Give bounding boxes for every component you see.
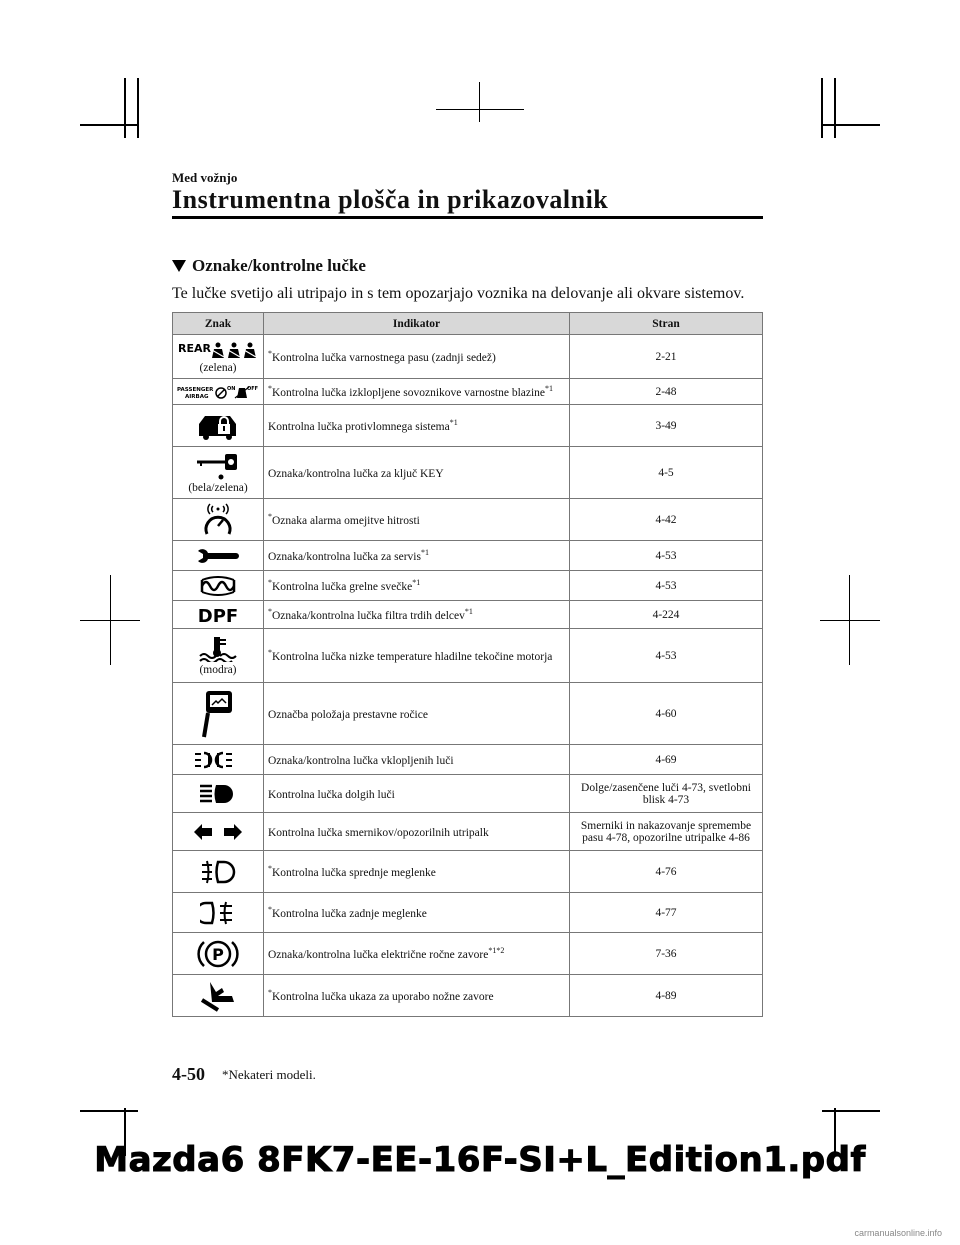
dpf-icon	[194, 605, 242, 625]
glow-plug-icon	[198, 576, 238, 596]
col-header-page: Stran	[570, 313, 763, 335]
crop-mark	[80, 1110, 138, 1112]
table-row	[173, 975, 763, 1017]
table-row	[173, 775, 763, 813]
crop-mark	[80, 620, 140, 621]
low-coolant-temp-icon	[198, 636, 238, 662]
crop-mark	[822, 1110, 880, 1112]
triangle-icon	[172, 260, 186, 272]
symbol-cell	[173, 775, 264, 813]
symbol-cell	[173, 447, 264, 499]
subheading	[172, 256, 366, 276]
symbol-cell	[173, 683, 264, 745]
indicator-cell: Oznaka/kontrolna lučka vklopljenih luči	[264, 745, 570, 775]
speed-alarm-icon	[201, 503, 235, 537]
symbol-cell	[173, 975, 264, 1017]
table-row	[173, 813, 763, 851]
page-cell: 4-53	[570, 541, 763, 571]
col-header-indicator: Indikator	[264, 313, 570, 335]
table-header-row	[173, 313, 763, 335]
indicator-cell: *Kontrolna lučka ukaza za uporabo nožne zavore	[264, 975, 570, 1017]
indicator-cell: *Kontrolna lučka izklopljene sovoznikove varnostne blazine$^{*1}$	[264, 379, 570, 405]
table-row	[173, 335, 763, 379]
table-row	[173, 683, 763, 745]
section-label: Med vožnjo	[172, 170, 238, 185]
indicator-cell: Kontrolna lučka dolgih luči	[264, 775, 570, 813]
immobilizer-icon	[196, 412, 240, 440]
foot-brake-icon	[198, 980, 238, 1012]
wrench-icon	[196, 548, 240, 564]
parking-brake-icon	[196, 938, 240, 970]
symbol-cell	[173, 335, 264, 379]
page-cell: 4-5	[570, 447, 763, 499]
watermark: carmanualsonline.info	[854, 1228, 942, 1238]
page-number: 4-50	[172, 1064, 205, 1084]
page-cell: 4-53	[570, 629, 763, 683]
symbol-cell	[173, 379, 264, 405]
crop-mark	[479, 82, 480, 122]
indicator-cell: *Kontrolna lučka sprednje meglenke	[264, 851, 570, 893]
page-title: Instrumentna plošča in prikazovalnik	[172, 185, 609, 214]
passenger-airbag-off-icon	[177, 384, 259, 400]
turn-signal-icon	[192, 822, 244, 842]
page-cell: Dolge/zasenčene luči 4-73, svetlobni blisk 4-73	[570, 775, 763, 813]
table-row	[173, 499, 763, 541]
indicator-cell: Oznaka/kontrolna lučka električne ročne zavore$^{*1*2}$	[264, 933, 570, 975]
svg-text:P: P	[212, 944, 224, 964]
crop-mark	[834, 78, 836, 138]
symbol-cell	[173, 851, 264, 893]
lights-on-icon	[193, 750, 243, 770]
high-beam-icon	[198, 783, 238, 805]
crop-mark	[124, 78, 126, 138]
symbol-caption: (modra)	[199, 663, 237, 676]
footnote: *Nekateri modeli.	[222, 1067, 316, 1082]
indicator-cell: Oznaka/kontrolna lučka za ključ KEY	[264, 447, 570, 499]
table-row	[173, 629, 763, 683]
indicator-table	[172, 312, 763, 1017]
table-row	[173, 601, 763, 629]
crop-mark	[820, 620, 880, 621]
intro-text: Te lučke svetijo ali utripajo in s tem opozarjajo voznika na delovanje ali okvare sistemov.	[172, 285, 745, 302]
crop-mark	[137, 78, 139, 138]
indicator-cell: *Kontrolna lučka nizke temperature hladilne tekočine motorja	[264, 629, 570, 683]
rear-fog-icon	[200, 900, 236, 926]
page-cell: 2-48	[570, 379, 763, 405]
table-row	[173, 571, 763, 601]
symbol-caption: (bela/zelena)	[188, 481, 248, 494]
indicator-cell: *Kontrolna lučka zadnje meglenke	[264, 893, 570, 933]
table-row	[173, 541, 763, 571]
indicator-cell: Označba položaja prestavne ročice	[264, 683, 570, 745]
col-header-symbol: Znak	[173, 313, 264, 335]
page-cell: 4-53	[570, 571, 763, 601]
symbol-cell	[173, 601, 264, 629]
page-cell: 4-76	[570, 851, 763, 893]
symbol-caption: (zelena)	[199, 361, 237, 374]
page-cell: 4-89	[570, 975, 763, 1017]
indicator-cell: *Oznaka alarma omejitve hitrosti	[264, 499, 570, 541]
symbol-cell	[173, 499, 264, 541]
svg-text:DPF: DPF	[197, 605, 239, 625]
page-cell: 4-42	[570, 499, 763, 541]
rear-seatbelt-icon	[178, 340, 258, 360]
symbol-cell	[173, 745, 264, 775]
page-cell: 7-36	[570, 933, 763, 975]
indicator-cell: Oznaka/kontrolna lučka za servis$^{*1}$	[264, 541, 570, 571]
symbol-cell	[173, 541, 264, 571]
table-row	[173, 893, 763, 933]
symbol-cell	[173, 893, 264, 933]
table-row	[173, 447, 763, 499]
table-row	[173, 933, 763, 975]
page-cell: 4-60	[570, 683, 763, 745]
shift-position-icon	[198, 689, 238, 739]
key-icon	[195, 452, 241, 480]
title-rule	[172, 216, 763, 219]
front-fog-icon	[200, 859, 236, 885]
page-cell: 3-49	[570, 405, 763, 447]
table-row	[173, 405, 763, 447]
table-row	[173, 379, 763, 405]
svg-text:ON: ON	[227, 385, 236, 392]
indicator-cell: *Kontrolna lučka grelne svečke$^{*1}$	[264, 571, 570, 601]
table-row	[173, 745, 763, 775]
table-row	[173, 851, 763, 893]
symbol-cell	[173, 813, 264, 851]
svg-text:PASSENGER: PASSENGER	[177, 386, 214, 393]
symbol-cell	[173, 571, 264, 601]
page-cell: 4-77	[570, 893, 763, 933]
symbol-cell	[173, 629, 264, 683]
svg-text:AIRBAG: AIRBAG	[185, 393, 209, 400]
svg-text:REAR: REAR	[178, 341, 211, 355]
symbol-cell	[173, 405, 264, 447]
crop-mark	[821, 78, 823, 138]
page-cell: 4-224	[570, 601, 763, 629]
svg-text:OFF: OFF	[247, 385, 259, 392]
indicator-cell: *Kontrolna lučka varnostnega pasu (zadnji sedež)	[264, 335, 570, 379]
pdf-filename: Mazda6 8FK7-EE-16F-SI+L_Edition1.pdf	[94, 1140, 866, 1180]
page-cell: 4-69	[570, 745, 763, 775]
indicator-cell: Kontrolna lučka protivlomnega sistema$^{*1}$	[264, 405, 570, 447]
page-cell: Smerniki in nakazovanje spremembe pasu 4-78, opozorilne utripalke 4-86	[570, 813, 763, 851]
crop-mark	[822, 124, 880, 126]
crop-mark	[436, 109, 524, 110]
symbol-cell	[173, 933, 264, 975]
indicator-cell: Kontrolna lučka smernikov/opozorilnih utripalk	[264, 813, 570, 851]
indicator-cell: *Oznaka/kontrolna lučka filtra trdih delcev$^{*1}$	[264, 601, 570, 629]
page-cell: 2-21	[570, 335, 763, 379]
subheading-text: Oznake/kontrolne lučke	[192, 256, 366, 275]
crop-mark	[80, 124, 138, 126]
